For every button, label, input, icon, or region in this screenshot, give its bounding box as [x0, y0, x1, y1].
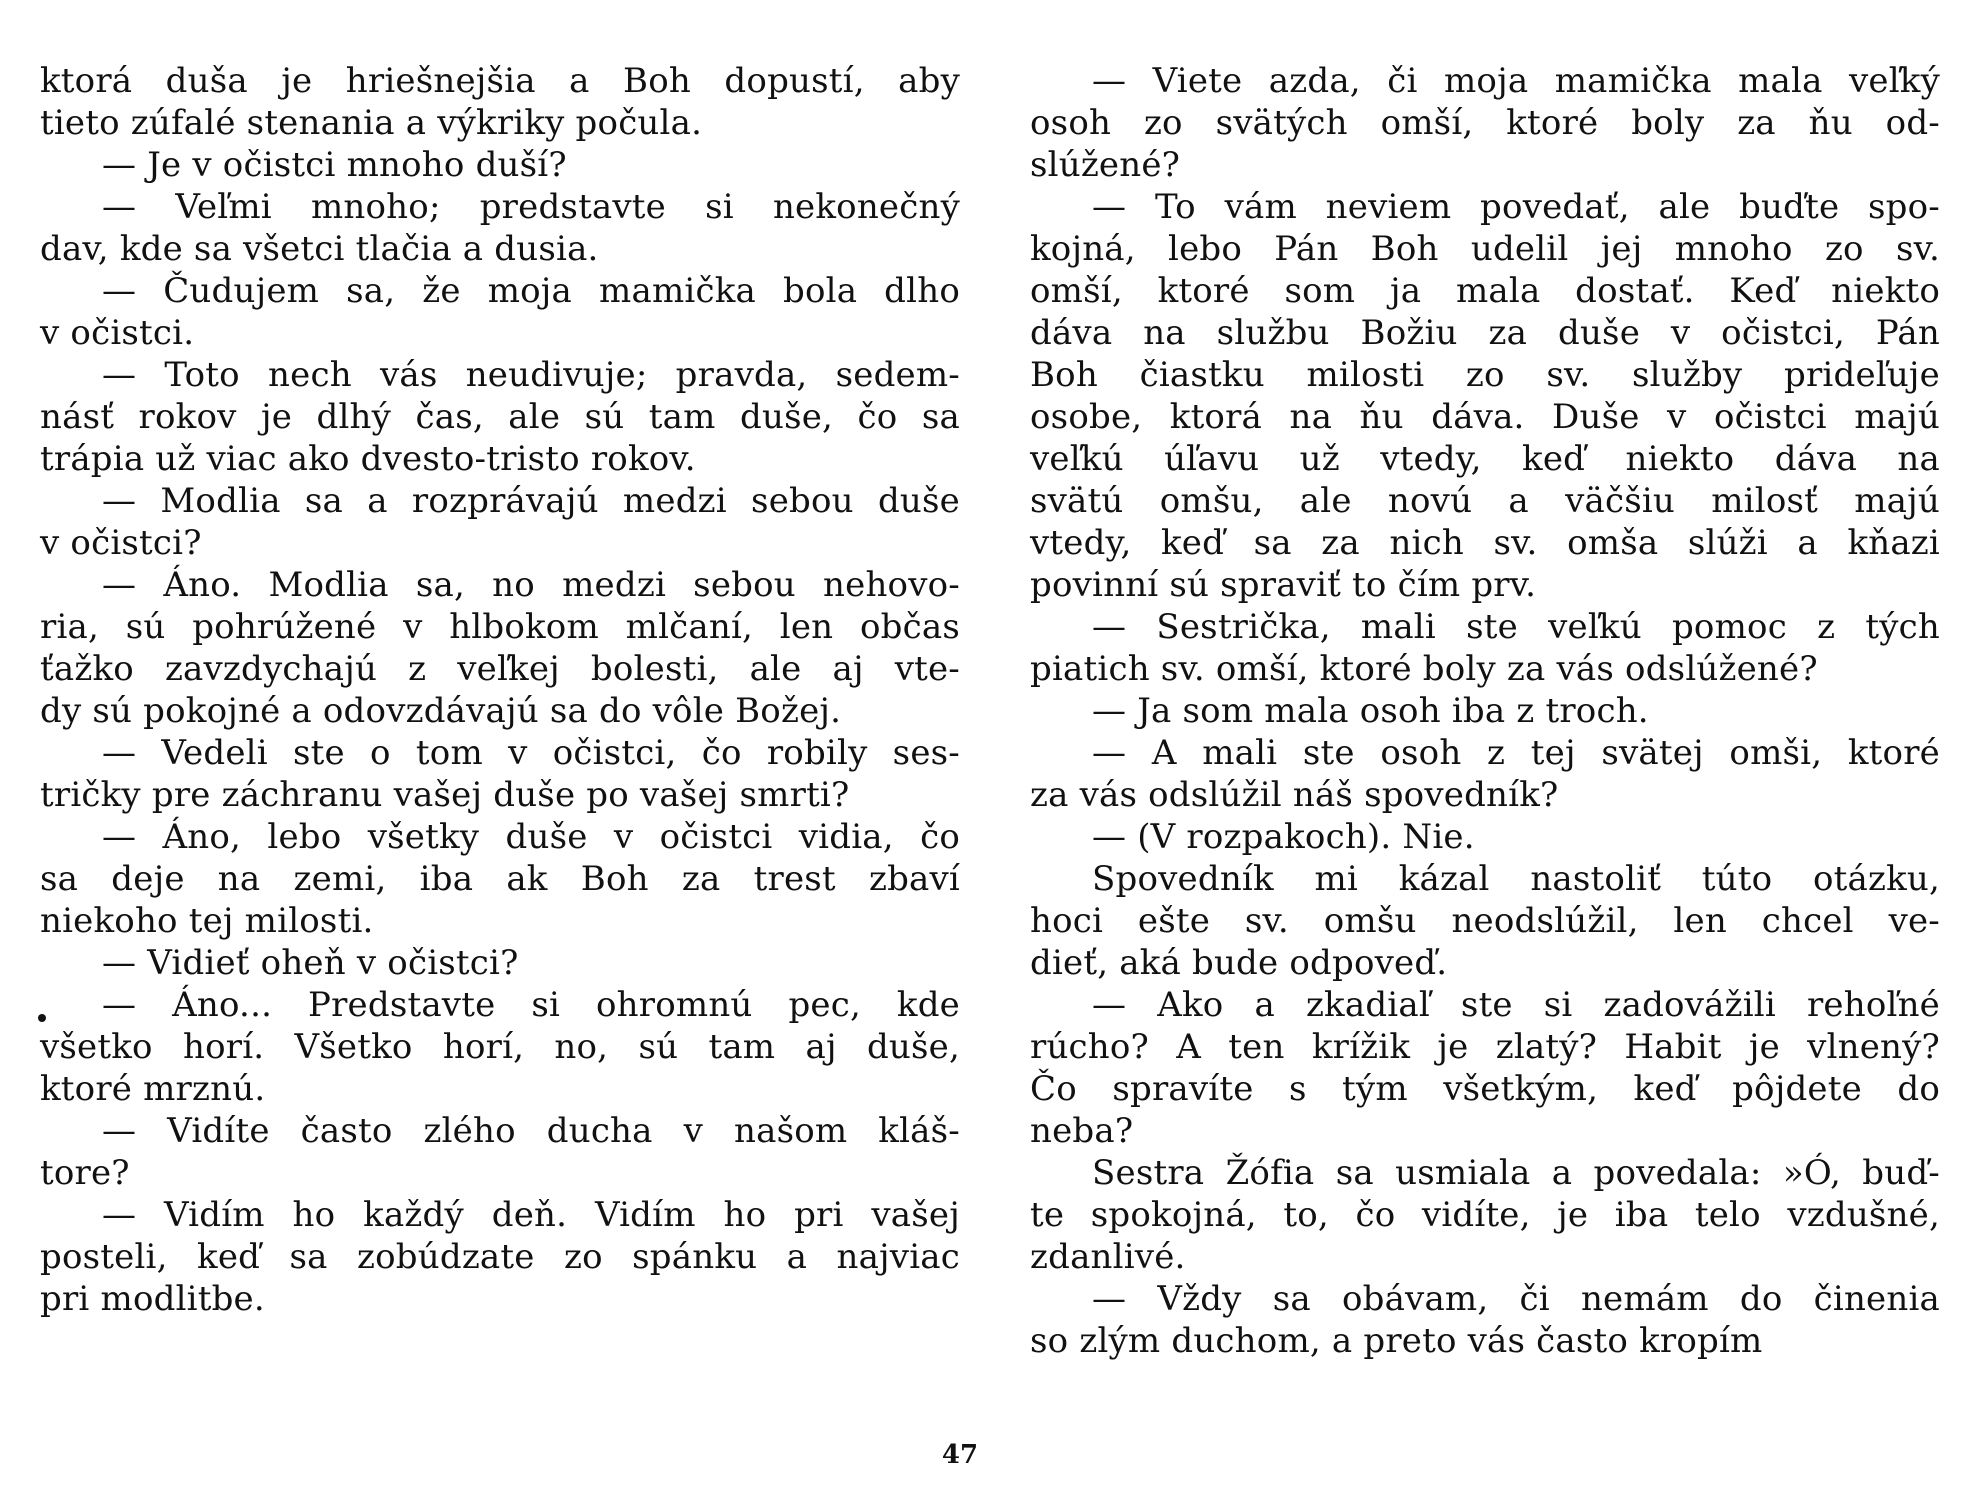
text-line: dav, kde sa všetci tlačia a dusia.	[40, 229, 599, 269]
text-line: slúžené?	[1030, 145, 1181, 185]
text-line: — Je v očistci mnoho duší?	[102, 145, 567, 185]
text-line: — Modlia sa a rozprávajú medzi sebou duše	[102, 481, 960, 521]
text-line: trápia už viac ako dvesto-tristo rokov.	[40, 439, 696, 479]
text-line: Boh čiastku milosti zo sv. služby prideľuje	[1030, 355, 1940, 395]
text-line: Spovedník mi kázal nastoliť túto otázku,	[1092, 859, 1940, 899]
text-line: v očistci.	[40, 313, 195, 353]
print-speck	[38, 1014, 46, 1022]
text-line: kojná, lebo Pán Boh udelil jej mnoho zo sv.	[1030, 229, 1940, 269]
text-line: neba?	[1030, 1111, 1134, 1151]
text-line: dáva na službu Božiu za duše v očistci, Pán	[1030, 313, 1940, 353]
text-line: so zlým duchom, a preto vás často kropím	[1030, 1321, 1763, 1361]
text-line: posteli, keď sa zobúdzate zo spánku a najviac	[40, 1237, 960, 1277]
text-line: sa deje na zemi, iba ak Boh za trest zbaví	[40, 859, 960, 899]
text-line: svätú omšu, ale novú a väčšiu milosť majú	[1030, 481, 1940, 521]
text-line: tieto zúfalé stenania a výkriky počula.	[40, 103, 703, 143]
text-line: — Veľmi mnoho; predstavte si nekonečný	[102, 187, 960, 227]
text-line: zdanlivé.	[1030, 1237, 1186, 1277]
text-line: — Ako a zkadiaľ ste si zadovážili rehoľné	[1092, 985, 1940, 1025]
text-line: — Sestrička, mali ste veľkú pomoc z tých	[1092, 607, 1940, 647]
text-line: — Áno. Modlia sa, no medzi sebou nehovo-	[102, 565, 960, 605]
text-line: — Vidím ho každý deň. Vidím ho pri vašej	[102, 1195, 960, 1235]
text-line: te spokojná, to, čo vidíte, je iba telo vzdušné,	[1030, 1195, 1940, 1235]
text-line: — Áno... Predstavte si ohromnú pec, kde	[102, 985, 960, 1025]
text-line: — Čudujem sa, že moja mamička bola dlho	[102, 271, 960, 311]
text-line: ktoré mrznú.	[40, 1069, 266, 1109]
text-line: — Vedeli ste o tom v očistci, čo robily ses-	[102, 733, 960, 773]
text-line: — Áno, lebo všetky duše v očistci vidia, čo	[102, 817, 960, 857]
text-line: — Vidíte často zlého ducha v našom kláš-	[102, 1111, 960, 1151]
text-line: — Toto nech vás neudivuje; pravda, sedem-	[102, 355, 960, 395]
text-line: v očistci?	[40, 523, 202, 563]
text-line: ťažko zavzdychajú z veľkej bolesti, ale aj vte-	[40, 649, 960, 689]
text-line: osoh zo svätých omší, ktoré boly za ňu od-	[1030, 103, 1940, 143]
left-page-text	[40, 60, 960, 1320]
page-number: 47	[941, 1440, 979, 1470]
right-page-text	[1030, 60, 1940, 1362]
text-line: omší, ktoré som ja mala dostať. Keď niekto	[1030, 271, 1940, 311]
text-line: násť rokov je dlhý čas, ale sú tam duše, čo sa	[40, 397, 960, 437]
text-line: niekoho tej milosti.	[40, 901, 374, 941]
text-line: — Viete azda, či moja mamička mala veľký	[1092, 61, 1940, 101]
text-line: — Ja som mala osoh iba z troch.	[1092, 691, 1649, 731]
text-line: všetko horí. Všetko horí, no, sú tam aj duše,	[40, 1027, 960, 1067]
text-line: tore?	[40, 1153, 130, 1193]
text-line: piatich sv. omší, ktoré boly za vás odslúžené?	[1030, 649, 1818, 689]
text-line: osobe, ktorá na ňu dáva. Duše v očistci majú	[1030, 397, 1940, 437]
text-line: vtedy, keď sa za nich sv. omša slúži a kňazi	[1030, 523, 1940, 563]
text-line: pri modlitbe.	[40, 1279, 265, 1319]
text-line: — Vždy sa obávam, či nemám do činenia	[1092, 1279, 1940, 1319]
text-line: hoci ešte sv. omšu neodslúžil, len chcel ve-	[1030, 901, 1940, 941]
text-line: rúcho? A ten krížik je zlatý? Habit je vlnený?	[1030, 1027, 1940, 1067]
text-line: — A mali ste osoh z tej svätej omši, ktoré	[1092, 733, 1940, 773]
text-line: — Vidieť oheň v očistci?	[102, 943, 519, 983]
text-line: — (V rozpakoch). Nie.	[1092, 817, 1475, 857]
text-line: tričky pre záchranu vašej duše po vašej smrti?	[40, 775, 850, 815]
text-line: Čo spravíte s tým všetkým, keď pôjdete do	[1030, 1069, 1940, 1109]
text-line: povinní sú spraviť to čím prv.	[1030, 565, 1537, 605]
text-line: ktorá duša je hriešnejšia a Boh dopustí, aby	[40, 61, 960, 101]
text-line: dy sú pokojné a odovzdávajú sa do vôle Božej.	[40, 691, 842, 731]
text-line: za vás odslúžil náš spovedník?	[1030, 775, 1559, 815]
text-line: dieť, aká bude odpoveď.	[1030, 943, 1448, 983]
text-line: — To vám neviem povedať, ale buďte spo-	[1092, 187, 1940, 227]
text-line: ria, sú pohrúžené v hlbokom mlčaní, len občas	[40, 607, 960, 647]
text-line: veľkú úľavu už vtedy, keď niekto dáva na	[1030, 439, 1940, 479]
text-line: Sestra Žófia sa usmiala a povedala: »Ó, buď-	[1092, 1153, 1940, 1193]
